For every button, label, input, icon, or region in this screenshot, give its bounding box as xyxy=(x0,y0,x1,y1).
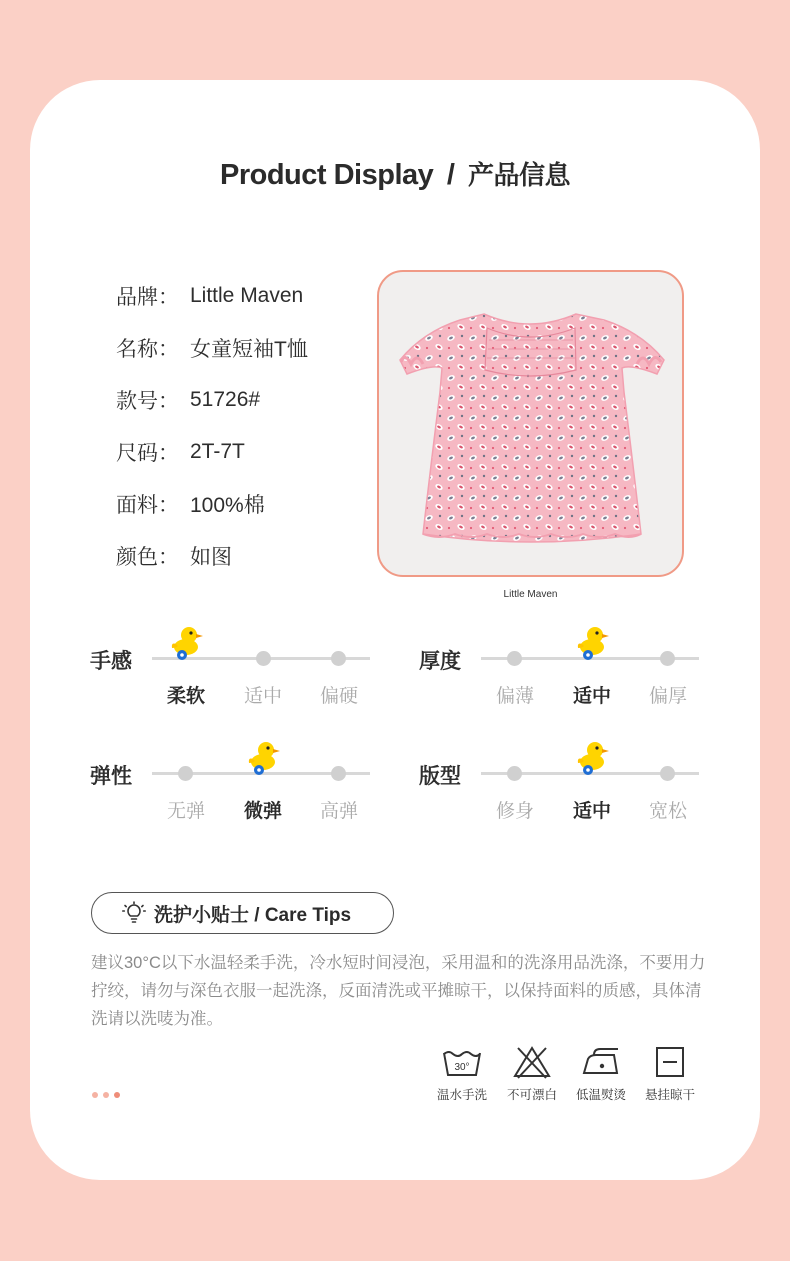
scale-dot xyxy=(178,766,193,781)
scale-option: 高弹 xyxy=(319,801,358,822)
care-hand-wash xyxy=(427,1045,497,1103)
spec-key: 尺码： xyxy=(116,442,179,465)
spec-value: 2T-7T xyxy=(190,440,245,463)
scale-name: 厚度 xyxy=(419,650,461,673)
care-tips-text: 建议30°C以下水温轻柔手洗，冷水短时间浸泡，采用温和的洗涤用品洗涤，不要用力拧绞，请勿与深色衣服一起洗涤，反面清洗或平摊晾干，以保持面料的质感，具体清洗请以洗唛为准。 xyxy=(91,954,706,1028)
care-label: 悬挂晾干 xyxy=(644,1088,695,1102)
page-title xyxy=(0,155,790,192)
scale-option: 偏硬 xyxy=(319,686,358,707)
spec-row-fabric xyxy=(116,478,308,530)
scale-option: 宽松 xyxy=(648,801,687,822)
spec-row-brand xyxy=(116,270,308,322)
scale-dot xyxy=(660,651,675,666)
care-label: 低温熨烫 xyxy=(575,1088,626,1102)
scale-name: 版型 xyxy=(419,765,461,788)
spec-row-name xyxy=(116,322,308,374)
care-label: 温水手洗 xyxy=(436,1088,487,1102)
scale-option: 适中 xyxy=(572,686,611,707)
title-zh: 产品信息 xyxy=(467,160,570,190)
spec-key: 面料： xyxy=(116,494,179,517)
care-tips-pill xyxy=(91,892,394,934)
care-hang-dry xyxy=(635,1045,705,1103)
scale-dot xyxy=(507,651,522,666)
spec-value: Little Maven xyxy=(190,284,304,307)
spec-key: 款号： xyxy=(116,390,179,413)
duck-marker-icon xyxy=(574,737,610,777)
hand-wash-30-icon xyxy=(441,1045,483,1079)
spec-row-size xyxy=(116,426,308,478)
scale-dot xyxy=(331,651,346,666)
spec-row-color xyxy=(116,530,308,582)
scale-option: 偏厚 xyxy=(648,686,687,707)
title-separator: / xyxy=(446,159,455,191)
scale-name: 手感 xyxy=(90,650,132,673)
duck-marker-icon xyxy=(574,622,610,662)
shirt-image xyxy=(379,272,682,575)
decorative-dots xyxy=(92,1092,120,1098)
scale-dot xyxy=(507,766,522,781)
product-photo[interactable] xyxy=(377,270,684,577)
scale-option: 修身 xyxy=(495,801,534,822)
care-label: 不可漂白 xyxy=(506,1088,557,1102)
scale-option: 偏薄 xyxy=(495,686,534,707)
scale-dot xyxy=(331,766,346,781)
spec-list xyxy=(116,270,308,582)
low-iron-icon xyxy=(580,1045,622,1079)
scale-option: 无弹 xyxy=(166,801,205,822)
scale-option: 微弹 xyxy=(243,801,282,822)
duck-marker-icon xyxy=(168,622,204,662)
care-tips-label: 洗护小贴士 / Care Tips xyxy=(154,904,352,926)
care-low-iron xyxy=(566,1045,636,1103)
spec-value: 女童短袖T恤 xyxy=(190,338,308,361)
spec-row-style-no xyxy=(116,374,308,426)
spec-value: 51726# xyxy=(190,388,261,411)
wash-temp-badge: 30° xyxy=(454,1062,470,1073)
care-no-bleach xyxy=(497,1045,567,1103)
scale-name: 弹性 xyxy=(90,765,132,788)
spec-value: 如图 xyxy=(190,546,232,569)
photo-caption: Little Maven xyxy=(503,589,558,600)
scale-dot xyxy=(256,651,271,666)
scale-option: 适中 xyxy=(243,686,282,707)
lightbulb-icon xyxy=(122,901,146,925)
spec-value: 100%棉 xyxy=(190,494,265,517)
scale-dot xyxy=(660,766,675,781)
spec-key: 颜色： xyxy=(116,546,179,569)
scale-option: 柔软 xyxy=(166,686,205,707)
spec-key: 名称： xyxy=(116,338,179,361)
duck-marker-icon xyxy=(245,737,281,777)
hang-dry-icon xyxy=(653,1045,687,1079)
no-bleach-icon xyxy=(512,1045,552,1079)
spec-key: 品牌： xyxy=(116,286,179,309)
title-en: Product Display xyxy=(220,159,434,191)
scale-option: 适中 xyxy=(572,801,611,822)
